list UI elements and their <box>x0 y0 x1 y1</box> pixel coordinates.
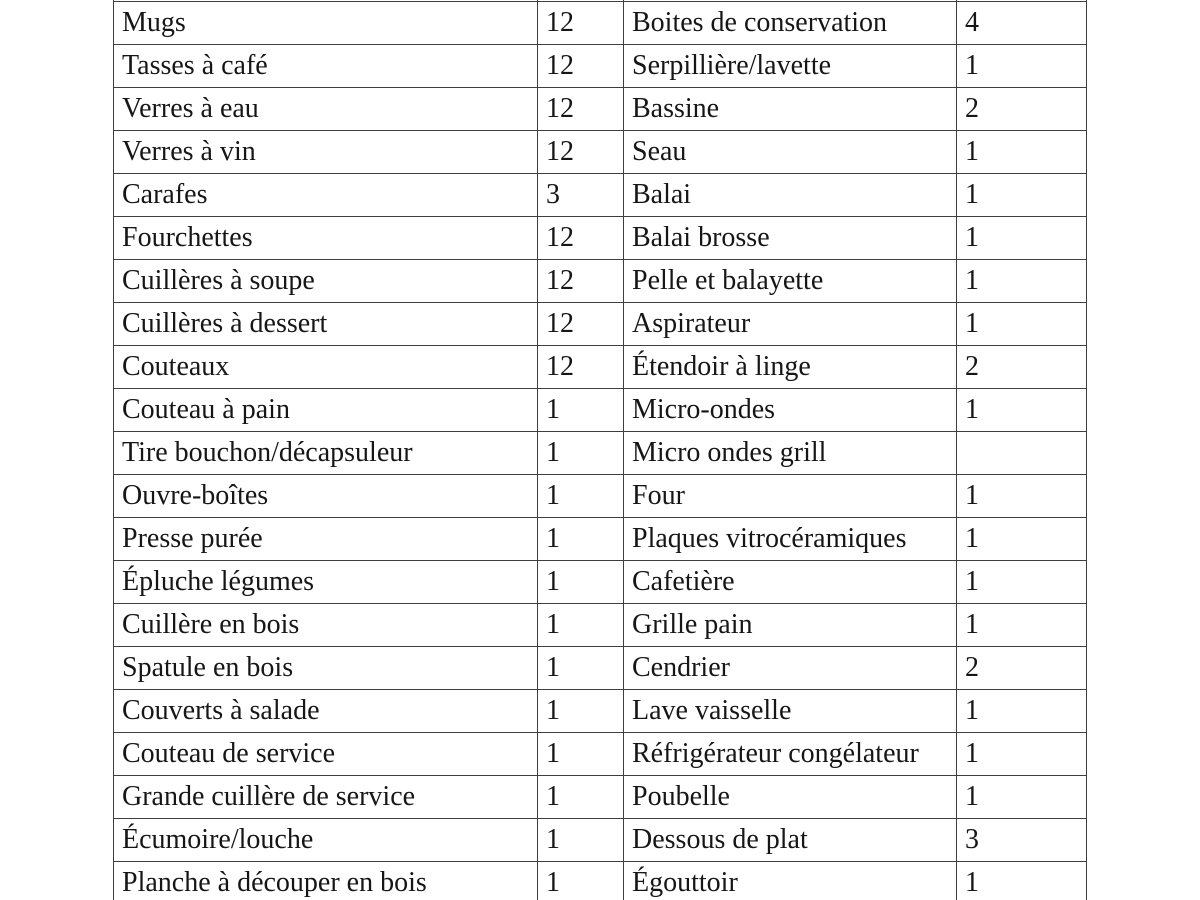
item-cell: Réfrigérateur congélateur <box>624 733 957 776</box>
qty-cell: 12 <box>538 88 624 131</box>
item-cell: Presse purée <box>114 518 538 561</box>
table-row <box>114 819 1087 862</box>
qty-cell: 3 <box>957 819 1087 862</box>
qty-cell: 1 <box>538 647 624 690</box>
table-row <box>114 174 1087 217</box>
item-cell: Couverts à salade <box>114 690 538 733</box>
qty-cell: 12 <box>538 303 624 346</box>
item-cell: Planche à découper en bois <box>114 862 538 900</box>
qty-cell: 1 <box>957 561 1087 604</box>
item-cell: Cafetière <box>624 561 957 604</box>
item-cell: Boites de conservation <box>624 2 957 45</box>
table-body <box>114 0 1087 900</box>
qty-cell: 12 <box>538 260 624 303</box>
qty-cell: 2 <box>957 647 1087 690</box>
item-cell: Tire bouchon/décapsuleur <box>114 432 538 475</box>
table-row <box>114 260 1087 303</box>
qty-cell: 1 <box>957 604 1087 647</box>
qty-cell: 1 <box>957 475 1087 518</box>
table-row <box>114 475 1087 518</box>
qty-cell: 12 <box>538 131 624 174</box>
qty-cell: 3 <box>538 174 624 217</box>
item-cell: Égouttoir <box>624 862 957 900</box>
table-row <box>114 2 1087 45</box>
qty-cell: 12 <box>538 2 624 45</box>
qty-cell: 1 <box>957 303 1087 346</box>
table-row <box>114 776 1087 819</box>
item-cell: Couteaux <box>114 346 538 389</box>
table-row <box>114 647 1087 690</box>
qty-cell: 1 <box>957 174 1087 217</box>
qty-cell: 1 <box>538 604 624 647</box>
inventory-table <box>113 0 1087 900</box>
table-row <box>114 862 1087 900</box>
item-cell: Étendoir à linge <box>624 346 957 389</box>
item-cell: Balai brosse <box>624 217 957 260</box>
item-cell: Grille pain <box>624 604 957 647</box>
item-cell: Lave vaisselle <box>624 690 957 733</box>
item-cell: Plaques vitrocéramiques <box>624 518 957 561</box>
item-cell: Poubelle <box>624 776 957 819</box>
table-row <box>114 88 1087 131</box>
item-cell: Aspirateur <box>624 303 957 346</box>
qty-cell: 1 <box>538 733 624 776</box>
qty-cell: 1 <box>538 389 624 432</box>
item-cell: Cuillères à soupe <box>114 260 538 303</box>
qty-cell: 12 <box>538 45 624 88</box>
item-cell: Spatule en bois <box>114 647 538 690</box>
qty-cell: 1 <box>538 475 624 518</box>
qty-cell: 1 <box>957 733 1087 776</box>
item-cell: Cendrier <box>624 647 957 690</box>
qty-cell: 1 <box>957 45 1087 88</box>
qty-cell: 12 <box>538 346 624 389</box>
qty-cell: 1 <box>538 690 624 733</box>
item-cell: Épluche légumes <box>114 561 538 604</box>
qty-cell: 1 <box>538 432 624 475</box>
item-cell: Mugs <box>114 2 538 45</box>
qty-cell: 2 <box>957 88 1087 131</box>
qty-cell: 12 <box>538 217 624 260</box>
table-row <box>114 45 1087 88</box>
qty-cell: 2 <box>957 346 1087 389</box>
item-cell: Serpillière/lavette <box>624 45 957 88</box>
item-cell: Dessous de plat <box>624 819 957 862</box>
qty-cell: 1 <box>538 776 624 819</box>
qty-cell: 1 <box>957 260 1087 303</box>
item-cell: Ouvre-boîtes <box>114 475 538 518</box>
qty-cell: 4 <box>957 2 1087 45</box>
item-cell: Pelle et balayette <box>624 260 957 303</box>
item-cell: Fourchettes <box>114 217 538 260</box>
item-cell: Couteau de service <box>114 733 538 776</box>
item-cell: Écumoire/louche <box>114 819 538 862</box>
item-cell: Balai <box>624 174 957 217</box>
qty-cell: 1 <box>957 690 1087 733</box>
item-cell: Cuillère en bois <box>114 604 538 647</box>
qty-cell: 1 <box>957 518 1087 561</box>
qty-cell: 1 <box>957 862 1087 900</box>
table-row <box>114 131 1087 174</box>
item-cell: Couteau à pain <box>114 389 538 432</box>
qty-cell: 1 <box>538 819 624 862</box>
table-row <box>114 733 1087 776</box>
table-row <box>114 561 1087 604</box>
qty-cell: 1 <box>957 776 1087 819</box>
qty-cell: 1 <box>538 518 624 561</box>
qty-cell: 1 <box>538 862 624 900</box>
qty-cell <box>957 432 1087 475</box>
table-row <box>114 518 1087 561</box>
item-cell: Verres à eau <box>114 88 538 131</box>
item-cell: Bassine <box>624 88 957 131</box>
item-cell: Four <box>624 475 957 518</box>
item-cell: Micro ondes grill <box>624 432 957 475</box>
item-cell: Grande cuillère de service <box>114 776 538 819</box>
qty-cell: 1 <box>957 131 1087 174</box>
table-row <box>114 690 1087 733</box>
item-cell: Micro-ondes <box>624 389 957 432</box>
table-row <box>114 604 1087 647</box>
table-row <box>114 217 1087 260</box>
table-row <box>114 432 1087 475</box>
item-cell: Carafes <box>114 174 538 217</box>
qty-cell: 1 <box>957 217 1087 260</box>
table-row <box>114 303 1087 346</box>
item-cell: Tasses à café <box>114 45 538 88</box>
item-cell: Cuillères à dessert <box>114 303 538 346</box>
table-row <box>114 389 1087 432</box>
item-cell: Verres à vin <box>114 131 538 174</box>
qty-cell: 1 <box>957 389 1087 432</box>
table-row <box>114 346 1087 389</box>
item-cell: Seau <box>624 131 957 174</box>
qty-cell: 1 <box>538 561 624 604</box>
